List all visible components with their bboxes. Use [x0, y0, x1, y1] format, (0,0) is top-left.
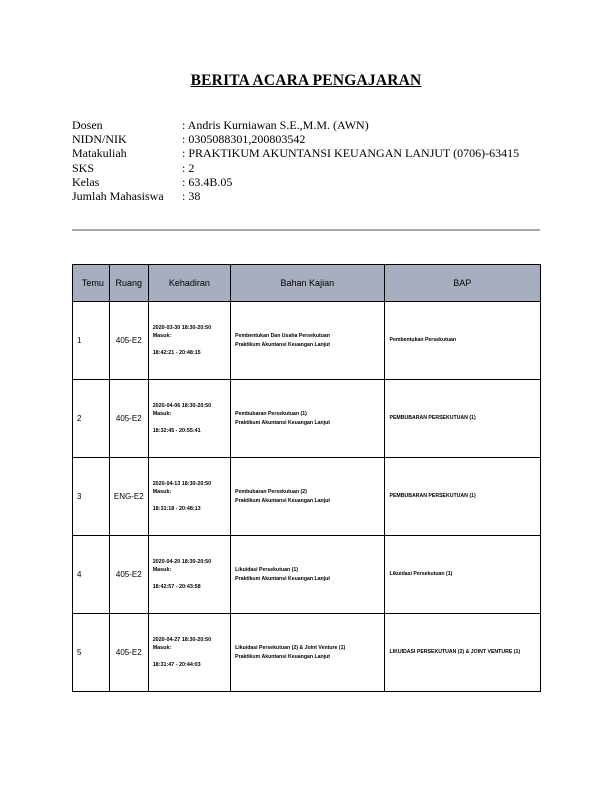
bahan-course: Praktikum Akuntansi Keuangan Lanjut [235, 497, 331, 504]
masuk-label: Masuk: [152, 645, 172, 651]
info-row-nidn [72, 132, 519, 146]
bap-text: PEMBUBARAN PERSEKUTUAN (1) [389, 493, 476, 500]
cell-bap [384, 614, 541, 692]
bahan-topic: Pembentukan Dan Usaha Persekutuan [235, 333, 330, 339]
cell-kehadiran [148, 458, 230, 536]
cell-temu: 2 [73, 380, 110, 458]
table-row [73, 458, 541, 536]
bap-text: Likuidasi Persekutuan (1) [389, 571, 453, 578]
attendance-time: 18:42:21 - 20:48:15 [152, 350, 201, 356]
cell-temu: 3 [73, 458, 110, 536]
cell-ruang: 405-E2 [109, 614, 148, 692]
bahan-topic: Pembubaran Persekutuan (1) [235, 411, 307, 417]
column-header-ruang: Ruang [109, 265, 148, 302]
page-title: BERITA ACARA PENGAJARAN [190, 72, 422, 89]
schedule-text: 2020-04-20 18:30-20:50 [152, 559, 212, 565]
info-label: NIDN/NIK [72, 132, 127, 147]
section-divider [72, 229, 540, 231]
masuk-label: Masuk: [152, 411, 172, 417]
attendance-time: 18:31:18 - 20:48:13 [152, 506, 201, 512]
info-label: Matakuliah [72, 146, 127, 161]
attendance-table [72, 264, 541, 692]
column-header-temu: Temu [73, 265, 110, 302]
cell-kehadiran [148, 302, 230, 380]
column-header-kehadiran: Kehadiran [148, 265, 230, 302]
cell-bap [384, 302, 541, 380]
info-row-kelas [72, 175, 519, 189]
bahan-topic: Pembubaran Persekutuan (2) [235, 489, 307, 495]
cell-ruang: ENG-E2 [109, 458, 148, 536]
bap-text: Pembentukan Persekutuan [389, 337, 457, 344]
bap-text: PEMBUBARAN PERSEKUTUAN (1) [389, 415, 476, 422]
info-row-dosen [72, 118, 519, 132]
cell-ruang: 405-E2 [109, 536, 148, 614]
table-header-row [73, 265, 541, 302]
info-value: : 0305088301,200803542 [182, 132, 306, 147]
schedule-text: 2020-04-06 18:30-20:50 [152, 403, 212, 409]
cell-bap [384, 380, 541, 458]
cell-kehadiran [148, 614, 230, 692]
info-label: Kelas [72, 174, 100, 189]
info-value: : 38 [182, 189, 201, 204]
schedule-text: 2020-04-13 18:30-20:50 [152, 481, 212, 487]
bap-text: LIKUIDASI PERSEKUTUAN (2) & JOINT VENTURE (1) [389, 649, 521, 656]
bahan-course: Praktikum Akuntansi Keuangan Lanjut [235, 419, 331, 426]
cell-bahan-kajian [231, 614, 384, 692]
table-row [73, 614, 541, 692]
column-header-bap: BAP [384, 265, 541, 302]
schedule-text: 2020-03-30 18:30-20:50 [152, 325, 212, 331]
bahan-course: Praktikum Akuntansi Keuangan Lanjut [235, 341, 331, 348]
attendance-time: 18:32:45 - 20:55:41 [152, 428, 201, 434]
cell-bap [384, 536, 541, 614]
info-row-sks [72, 161, 519, 175]
cell-bahan-kajian [231, 302, 384, 380]
cell-ruang: 405-E2 [109, 380, 148, 458]
attendance-time: 18:42:57 - 20:43:58 [152, 584, 201, 590]
cell-ruang: 405-E2 [109, 302, 148, 380]
table-row [73, 302, 541, 380]
table-row [73, 536, 541, 614]
cell-bap [384, 458, 541, 536]
masuk-label: Masuk: [152, 333, 172, 339]
cell-kehadiran [148, 380, 230, 458]
bahan-topic: Likuidasi Persekutuan (1) [235, 567, 298, 573]
info-label: Dosen [72, 118, 103, 132]
attendance-time: 18:31:47 - 20:44:03 [152, 662, 201, 668]
cell-temu: 1 [73, 302, 110, 380]
info-value: : 63.4B.05 [182, 174, 233, 189]
info-label: Jumlah Mahasiswa [72, 189, 164, 204]
info-row-matakuliah [72, 146, 519, 160]
column-header-bahan-kajian: Bahan Kajian [231, 265, 384, 302]
masuk-label: Masuk: [152, 489, 172, 495]
cell-bahan-kajian [231, 536, 384, 614]
cell-bahan-kajian [231, 458, 384, 536]
bahan-course: Praktikum Akuntansi Keuangan Lanjut [235, 653, 331, 660]
schedule-text: 2020-04-27 18:30-20:50 [152, 637, 212, 643]
course-info [72, 118, 519, 203]
cell-temu: 5 [73, 614, 110, 692]
info-row-jumlah-mahasiswa [72, 189, 519, 203]
cell-kehadiran [148, 536, 230, 614]
bahan-course: Praktikum Akuntansi Keuangan Lanjut [235, 575, 331, 582]
info-value: : Andris Kurniawan S.E.,M.M. (AWN) [182, 118, 369, 132]
info-value: : 2 [182, 160, 195, 175]
bahan-topic: Likuidasi Persekutuan (2) & Joint Venture (1) [235, 645, 346, 651]
info-value: : PRAKTIKUM AKUNTANSI KEUANGAN LANJUT (0706)-63415 [182, 146, 520, 161]
cell-bahan-kajian [231, 380, 384, 458]
table-row [73, 380, 541, 458]
cell-temu: 4 [73, 536, 110, 614]
masuk-label: Masuk: [152, 567, 172, 573]
info-label: SKS [72, 160, 95, 175]
